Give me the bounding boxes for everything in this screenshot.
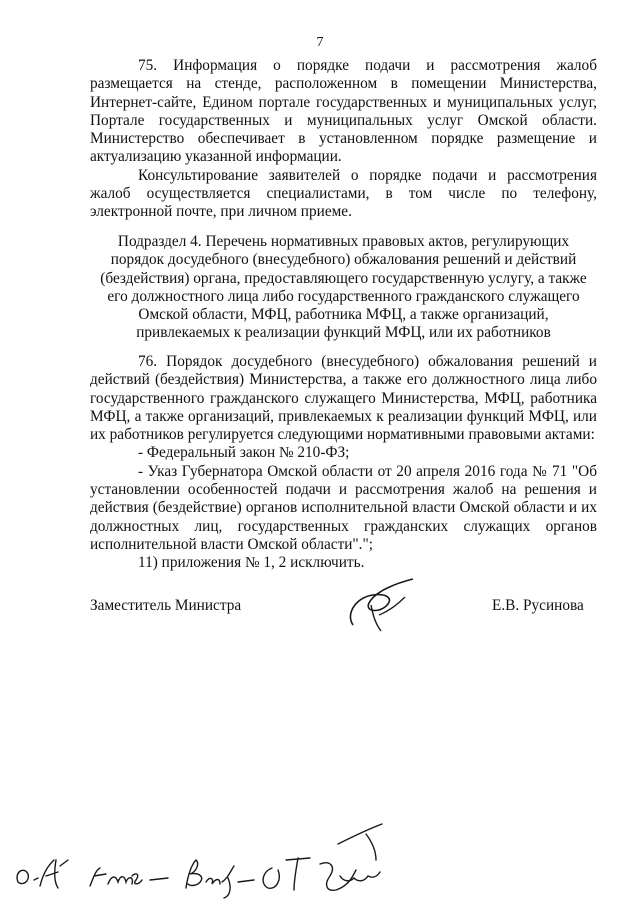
- paragraph-consultation: Консультирование заявителей о порядке подачи и рассмотрения жалоб осуществляется специалистами, в том числе по телефону, электронной почте, при личном приеме.: [90, 166, 597, 221]
- signer-title: Заместитель Министра: [90, 597, 242, 614]
- approval-initials: [10, 820, 400, 905]
- subsection-4-title: Подраздел 4. Перечень нормативных правовых актов, регулирующих порядок досудебного (внесудебного) обжалования решений и действий (бездействия) органа, предоставляющего государственную услугу, а также его должностного лица либо государственного гражданского служащего Омской области, МФЦ, работника МФЦ, а также организаций, привлекаемых к реализации функций МФЦ, или их работников: [100, 233, 587, 342]
- item-11: 11) приложения № 1, 2 исключить.: [138, 554, 365, 572]
- section-76: [90, 353, 597, 573]
- signer-name: Е.В. Русинова: [492, 597, 584, 614]
- paragraph-75: 75. Информация о порядке подачи и рассмотрения жалоб размещается на стенде, расположенном в помещении Министерства, Интернет-сайте, Едином портале государственных и муниципальных услуг, Портале государственных и муниципальных услуг Омской области. Министерство обеспечивает в установленном порядке размещение и актуализацию указанной информации.: [90, 57, 597, 166]
- signature-image: [335, 575, 425, 635]
- page-number: 7: [316, 35, 324, 50]
- list-item-federal-law: - Федеральный закон № 210-ФЗ;: [138, 444, 350, 462]
- section-top: [90, 57, 597, 222]
- paragraph-76: 76. Порядок досудебного (внесудебного) обжалования решений и действий (бездействия) Министерства, а также его должностного лица либо государственного гражданского служащего Министерства, МФЦ, работника МФЦ, а также организаций, привлекаемых к реализации функций МФЦ, или их работников регулируется следующими нормативными правовыми актами:: [90, 353, 597, 444]
- list-item-governor-decree: - Указ Губернатора Омской области от 20 апреля 2016 года № 71 "Об установлении особенностей подачи и рассмотрения жалоб на решения и действия (бездействие) органов исполнительной власти Омской области и их должностных лиц, государственных гражданских служащих органов исполнительной власти Омской области".";: [90, 462, 597, 553]
